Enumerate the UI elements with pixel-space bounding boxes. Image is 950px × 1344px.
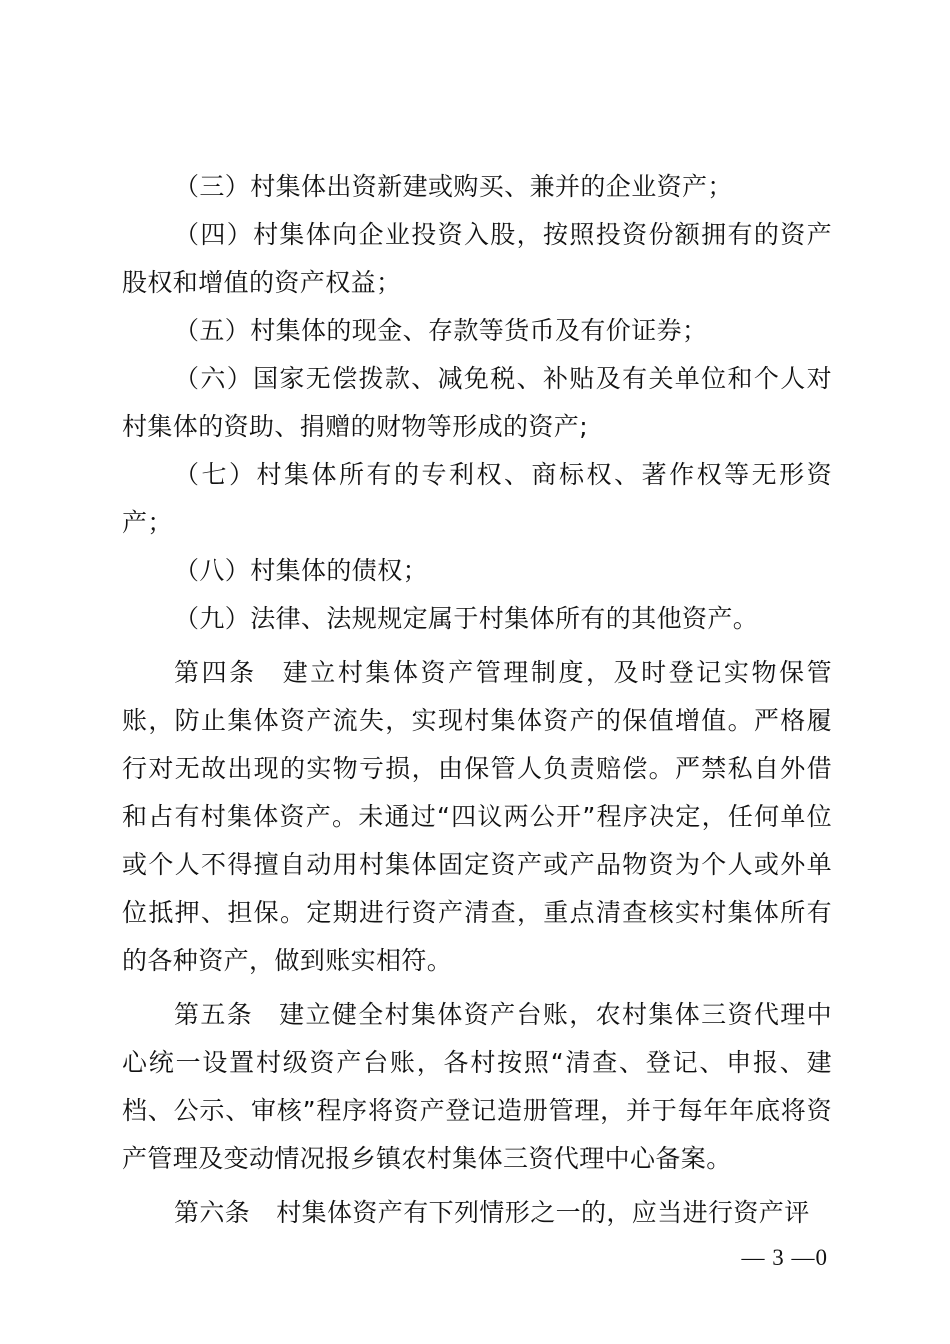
page-number: — 3 —0: [741, 1245, 828, 1270]
article-4: [122, 649, 832, 985]
article-4-label: 第四条: [174, 658, 257, 687]
article-6-text: 村集体资产有下列情形之一的，应当进行资产评: [276, 1198, 810, 1227]
list-item-9: （九）法律、法规规定属于村集体所有的其他资产。: [174, 604, 759, 633]
list-item-4: （四）村集体向企业投资入股，按照投资份额拥有的资产股权和增值的资产权益；: [122, 220, 832, 297]
article-5-text: 建立健全村集体资产台账，农村集体三资代理中心统一设置村级资产台账，各村按照“清查、登记、申报、建档、公示、审核”程序将资产登记造册管理，并于每年年底将资产管理及变动情况报乡镇农村集体三资代理中心备案。: [122, 1000, 832, 1173]
article-6: [122, 1189, 832, 1237]
list-item-5: （五）村集体的现金、存款等货币及有价证券；: [174, 316, 708, 345]
list-item-8: （八）村集体的债权；: [174, 556, 429, 585]
article-5-label: 第五条: [174, 1000, 254, 1029]
list-item-6: （六）国家无偿拨款、减免税、补贴及有关单位和个人对村集体的资助、捐赠的财物等形成的资产;: [122, 364, 832, 441]
article-4-text: 建立村集体资产管理制度，及时登记实物保管账，防止集体资产流失，实现村集体资产的保值增值。严格履行对无故出现的实物亏损，由保管人负责赔偿。严禁私自外借和占有村集体资产。未通过“四议两公开”程序决定，任何单位或个人不得擅自动用村集体固定资产或产品物资为个人或外单位抵押、担保。定期进行资产清查，重点清查核实村集体所有的各种资产，做到账实相符。: [122, 658, 832, 975]
list-item-3: （三）村集体出资新建或购买、兼并的企业资产；: [174, 172, 733, 201]
document-body: [122, 163, 832, 1237]
article-6-label: 第六条: [174, 1198, 251, 1227]
article-5: [122, 991, 832, 1183]
list-item-7: （七）村集体所有的专利权、商标权、著作权等无形资产；: [122, 460, 832, 537]
